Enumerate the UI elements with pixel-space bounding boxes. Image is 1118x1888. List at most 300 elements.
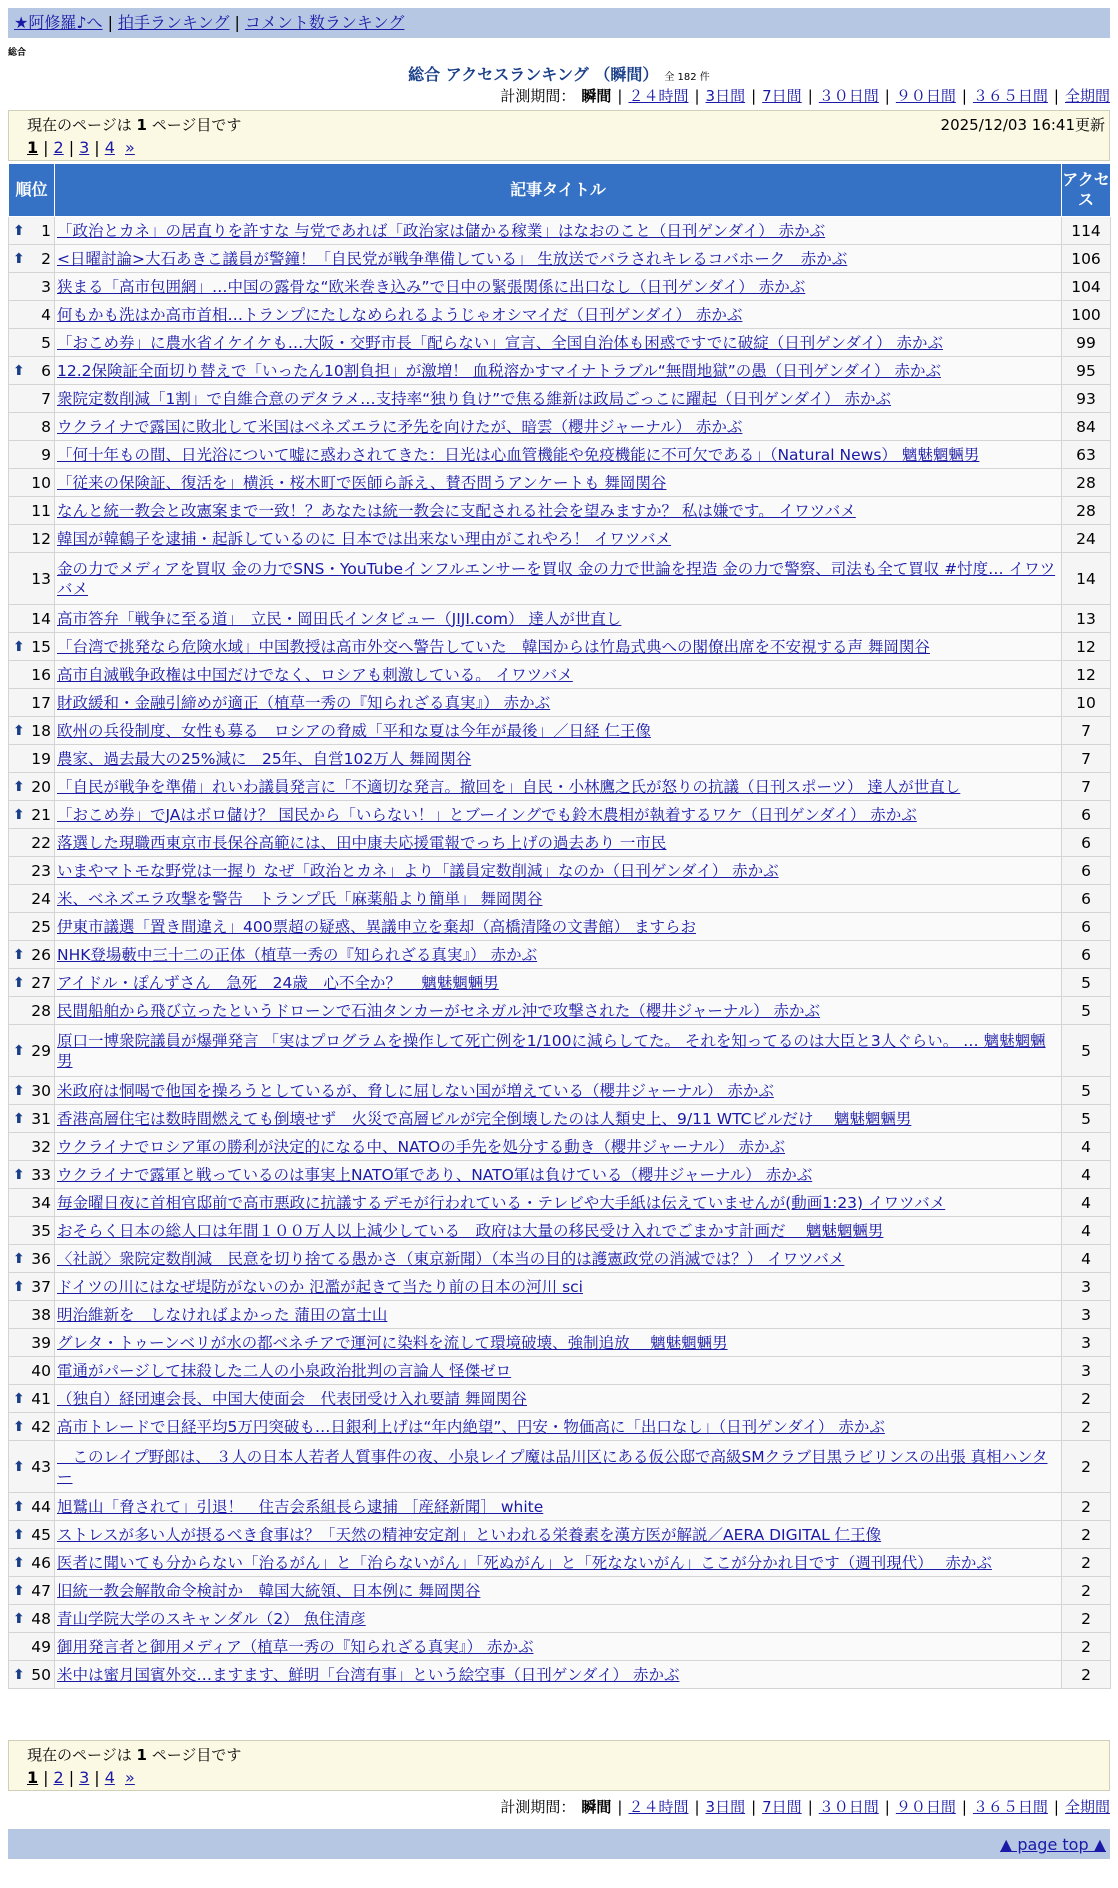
table-row (9, 1413, 1111, 1441)
access-count: 7 (1062, 773, 1111, 801)
article-link[interactable]: 米中は蜜月国賓外交…ますます、鮮明「台湾有事」という絵空事（日刊ゲンダイ） 赤かぶ (57, 1665, 680, 1684)
rank-cell (9, 1133, 55, 1161)
access-count: 6 (1062, 885, 1111, 913)
top-nav (8, 8, 1110, 38)
period-sep: | (1053, 1798, 1059, 1816)
article-link[interactable]: 米、ベネズエラ攻撃を警告 トランプ氏「麻薬船より簡単」 舞岡関谷 (57, 889, 543, 908)
pagination-current[interactable]: 1 (27, 1768, 39, 1787)
rank-number: 37 (31, 1277, 51, 1296)
access-count: 24 (1062, 525, 1111, 553)
access-count: 2 (1062, 1493, 1111, 1521)
access-count: 2 (1062, 1661, 1111, 1689)
table-row (9, 1521, 1111, 1549)
access-count: 6 (1062, 829, 1111, 857)
title-cell (55, 301, 1062, 329)
article-link[interactable]: 医者に聞いても分からない「治るがん」と「治らないがん」「死ぬがん」と「死なないがん」ここが分かれ目です（週刊現代） 赤かぶ (57, 1553, 992, 1572)
pagination-page[interactable]: 3 (79, 138, 90, 157)
up-arrow-icon: ⬆ (13, 638, 25, 655)
article-link[interactable]: 旭鷲山「脅されて」引退！ 住吉会系組長ら逮捕 ［産経新聞］ white (57, 1497, 544, 1516)
access-count: 114 (1062, 217, 1111, 245)
period-sep: | (807, 87, 813, 105)
period-link[interactable]: ３６５日間 (972, 1798, 1048, 1816)
access-count: 5 (1062, 1025, 1111, 1077)
table-row (9, 525, 1111, 553)
title-cell (55, 497, 1062, 525)
access-count: 3 (1062, 1357, 1111, 1385)
current-page-number: 1 (136, 116, 147, 134)
rank-cell (9, 605, 55, 633)
rank-cell (9, 1661, 55, 1689)
rank-number: 50 (31, 1665, 51, 1684)
title-cell (55, 633, 1062, 661)
title-cell (55, 829, 1062, 857)
clap-ranking-link[interactable]: 拍手ランキング (117, 13, 230, 32)
article-link[interactable]: 衆院定数削減「1割」で自維合意のデタラメ…支持率“独り負け”で焦る維新は政局ごっこに躍起（日刊ゲンダイ） 赤かぶ (57, 389, 892, 408)
article-link[interactable]: 米政府は恫喝で他国を操ろうとしているが、脅しに屈しない国が増えている（櫻井ジャーナル） 赤かぶ (57, 1081, 774, 1100)
title-cell (55, 1493, 1062, 1521)
access-count: 2 (1062, 1413, 1111, 1441)
period-link[interactable]: 7日間 (762, 1798, 802, 1816)
rank-number: 16 (31, 665, 51, 684)
up-arrow-icon: ⬆ (13, 222, 25, 239)
article-link[interactable]: 明治維新を しなければよかった 蒲田の富士山 (57, 1305, 388, 1324)
title-cell (55, 913, 1062, 941)
rank-cell (9, 913, 55, 941)
article-link[interactable]: ウクライナで露国に敗北して米国はベネズエラに矛先を向けたが、暗雲（櫻井ジャーナル） 赤かぶ (57, 417, 743, 436)
title-text: 総合 アクセスランキング （瞬間） (408, 65, 659, 84)
table-row (9, 385, 1111, 413)
ranking-body (9, 217, 1111, 1689)
rank-cell (9, 1413, 55, 1441)
table-row (9, 633, 1111, 661)
access-count: 6 (1062, 941, 1111, 969)
up-arrow-icon: ⬆ (13, 1418, 25, 1435)
title-cell (55, 553, 1062, 605)
up-arrow-icon: ⬆ (13, 250, 25, 267)
article-link[interactable]: 「おこめ券」に農水省イケイケも…大阪・交野市長「配らない」宣言、全国自治体も困惑ですでに破綻（日刊ゲンダイ） 赤かぶ (57, 333, 943, 352)
page-info-bottom (8, 1740, 1110, 1791)
pagination-sep: | (43, 138, 49, 157)
article-link[interactable]: 「従来の保険証、復活を」横浜・桜木町で医師ら訴え、賛否問うアンケートも 舞岡関谷 (57, 473, 667, 492)
rank-number: 13 (31, 569, 51, 588)
table-row (9, 1245, 1111, 1273)
access-count: 5 (1062, 969, 1111, 997)
period-link[interactable]: 3日間 (705, 1798, 746, 1816)
title-cell (55, 217, 1062, 245)
title-cell (55, 997, 1062, 1025)
rank-number: 33 (31, 1165, 51, 1184)
article-link[interactable]: 金の力でメディアを買収 金の力でSNS・YouTubeインフルエンサーを買収 金の力で世論を捏造 金の力で警察、司法も全て買収 #忖度… イワツバメ (57, 559, 1056, 598)
period-label: 計測期間： (500, 87, 576, 105)
title-cell (55, 717, 1062, 745)
title-cell (55, 605, 1062, 633)
table-row (9, 1385, 1111, 1413)
rank-cell (9, 1189, 55, 1217)
access-count: 3 (1062, 1301, 1111, 1329)
table-row (9, 357, 1111, 385)
article-link[interactable]: 狭まる「高市包囲網」…中国の露骨な“欧米巻き込み”で日中の緊張関係に出口なし（日刊ゲンダイ） 赤かぶ (57, 277, 806, 296)
article-link[interactable]: 「何十年もの間、日光浴について嘘に惑わされてきた：日光は心血管機能や免疫機能に不可欠である」（Natural News） 魑魅魍魎男 (57, 445, 980, 464)
table-row (9, 441, 1111, 469)
title-cell (55, 1133, 1062, 1161)
rank-cell (9, 301, 55, 329)
rank-cell (9, 469, 55, 497)
period-link[interactable]: 全期間 (1064, 1798, 1110, 1816)
rank-cell (9, 885, 55, 913)
rank-number: 42 (31, 1417, 51, 1436)
rank-cell (9, 1577, 55, 1605)
access-count: 95 (1062, 357, 1111, 385)
rank-number: 11 (31, 501, 51, 520)
rank-cell (9, 413, 55, 441)
rank-number: 47 (31, 1581, 51, 1600)
rank-cell (9, 1633, 55, 1661)
rank-cell (9, 633, 55, 661)
rank-cell (9, 1301, 55, 1329)
table-row (9, 1077, 1111, 1105)
access-count: 100 (1062, 301, 1111, 329)
article-link[interactable]: アイドル・ぽんずさん 急死 24歳 心不全か？ 魑魅魍魎男 (57, 973, 499, 992)
article-link[interactable]: グレタ・トゥーンベリが水の都ベネチアで運河に染料を流して環境破壊、強制追放 魑魅魍魎男 (57, 1333, 728, 1352)
table-row (9, 301, 1111, 329)
pagination-sep: | (94, 1768, 100, 1787)
rank-number: 49 (31, 1637, 51, 1656)
rank-cell (9, 1105, 55, 1133)
rank-number: 2 (41, 249, 51, 268)
access-count: 4 (1062, 1217, 1111, 1245)
title-cell (55, 1329, 1062, 1357)
pagination-page[interactable]: 2 (53, 1768, 64, 1787)
article-link[interactable]: 財政緩和・金融引締めが適正（植草一秀の『知られざる真実』） 赤かぶ (57, 693, 551, 712)
table-row (9, 1217, 1111, 1245)
article-link[interactable]: 毎金曜日夜に首相官邸前で高市悪政に抗議するデモが行われている・テレビや大手紙は伝えていませんが(動画1:23) イワツバメ (57, 1193, 946, 1212)
rank-number: 32 (31, 1137, 51, 1156)
up-arrow-icon: ⬆ (13, 362, 25, 379)
rank-number: 28 (31, 1001, 51, 1020)
access-count: 5 (1062, 1077, 1111, 1105)
access-count: 6 (1062, 913, 1111, 941)
article-link[interactable]: おそらく日本の総人口は年間１００万人以上減少している 政府は大量の移民受け入れでごまかす計画だ 魑魅魍魎男 (57, 1221, 884, 1240)
rank-cell (9, 745, 55, 773)
up-arrow-icon: ⬆ (13, 722, 25, 739)
period-link[interactable]: ２４時間 (628, 87, 689, 105)
up-arrow-icon: ⬆ (13, 1110, 25, 1127)
table-row (9, 885, 1111, 913)
rank-number: 15 (31, 637, 51, 656)
period-link[interactable]: 7日間 (762, 87, 802, 105)
article-link[interactable]: 「政治とカネ」の居直りを許すな 与党であれば「政治家は儲かる稼業」はなおのこと（日刊ゲンダイ） 赤かぶ (57, 221, 826, 240)
article-link[interactable]: 香港高層住宅は数時間燃えても倒壊せず 火災で高層ビルが完全倒壊したのは人類史上、9/11 WTCビルだけ 魑魅魍魎男 (57, 1109, 912, 1128)
article-link[interactable]: 農家、過去最大の25%減に 25年、自営102万人 舞岡関谷 (57, 749, 472, 768)
pagination-sep: | (43, 1768, 49, 1787)
table-row (9, 1441, 1111, 1493)
rank-number: 43 (31, 1457, 51, 1476)
rank-cell (9, 773, 55, 801)
article-link[interactable]: このレイプ野郎は、 ３人の日本人若者人質事件の夜、小泉レイプ魔は品川区にある仮公邸で高級SMクラブ目黒ラビリンスの出張 真相ハンター (57, 1447, 1048, 1486)
access-count: 5 (1062, 997, 1111, 1025)
article-link[interactable]: NHK登場藪中三十二の正体（植草一秀の『知られざる真実』） 赤かぶ (57, 945, 538, 964)
rank-cell (9, 1245, 55, 1273)
article-link[interactable]: 伊東市議選「置き間違え」400票超の疑惑、異議申立を棄却（高橋清隆の文書館） ますらお (57, 917, 697, 936)
article-link[interactable]: 高市答弁「戦争に至る道」 立民・岡田氏インタビュー（JIJI.com） 達人が世直し (57, 609, 622, 628)
access-count: 106 (1062, 245, 1111, 273)
pagination-page[interactable]: 4 (104, 138, 115, 157)
rank-number: 23 (31, 861, 51, 880)
up-arrow-icon: ⬆ (13, 1666, 25, 1683)
title-cell (55, 1549, 1062, 1577)
article-link[interactable]: 12.2保険証全面切り替えで「いったん10割負担」が激増！ 血税溶かすマイナトラブル“無間地獄”の愚（日刊ゲンダイ） 赤かぶ (57, 361, 941, 380)
title-cell (55, 413, 1062, 441)
article-link[interactable]: 韓国が韓鶴子を逮捕・起訴しているのに 日本では出来ない理由がこれやろ！ イワツバメ (57, 529, 672, 548)
rank-number: 38 (31, 1305, 51, 1324)
table-row (9, 1301, 1111, 1329)
table-row (9, 1329, 1111, 1357)
article-link[interactable]: 落選した現職西東京市長保谷高範には、田中康夫応援電報でっち上げの過去あり 一市民 (57, 833, 667, 852)
title-cell (55, 469, 1062, 497)
period-sep: | (961, 1798, 967, 1816)
pagination-next[interactable]: » (125, 138, 135, 157)
table-row (9, 997, 1111, 1025)
rank-number: 6 (41, 361, 51, 380)
table-row (9, 273, 1111, 301)
article-link[interactable]: ドイツの川にはなぜ堤防がないのか 氾濫が起きて当たり前の日本の河川 sci (57, 1277, 583, 1296)
period-link[interactable]: 全期間 (1064, 87, 1110, 105)
rank-number: 40 (31, 1361, 51, 1380)
article-link[interactable]: 民間船舶から飛び立ったというドローンで石油タンカーがセネガル沖で攻撃された（櫻井ジャーナル） 赤かぶ (57, 1001, 821, 1020)
period-link[interactable]: 3日間 (705, 87, 746, 105)
table-row (9, 1357, 1111, 1385)
pagination-page[interactable]: 3 (79, 1768, 90, 1787)
title-cell (55, 1217, 1062, 1245)
rank-cell (9, 1385, 55, 1413)
up-arrow-icon: ⬆ (13, 1526, 25, 1543)
pagination-sep: | (68, 138, 75, 157)
current-page-text (27, 1744, 241, 1765)
rank-cell (9, 717, 55, 745)
rank-number: 17 (31, 693, 51, 712)
up-arrow-icon: ⬆ (13, 778, 25, 795)
pagination-current[interactable]: 1 (27, 138, 39, 157)
title-cell (55, 941, 1062, 969)
period-sep: | (1053, 87, 1059, 105)
nav-sep: | (107, 13, 113, 32)
up-arrow-icon: ⬆ (13, 1250, 25, 1267)
title-cell (55, 1161, 1062, 1189)
up-arrow-icon: ⬆ (13, 974, 25, 991)
article-link[interactable]: ウクライナで露軍と戦っているのは事実上NATO軍であり、NATO軍は負けている（櫻井ジャーナル） 赤かぶ (57, 1165, 813, 1184)
article-link[interactable]: 〈社説〉衆院定数削減 民意を切り捨てる愚かさ（東京新聞）（本当の目的は護憲政党の消滅では？） イワツバメ (57, 1249, 845, 1268)
period-sep: | (694, 1798, 700, 1816)
up-arrow-icon: ⬆ (13, 1390, 25, 1407)
rank-cell (9, 1549, 55, 1577)
title-cell (55, 525, 1062, 553)
rank-cell (9, 245, 55, 273)
title-cell (55, 1357, 1062, 1385)
article-link[interactable]: 「自民が戦争を準備」れいわ議員発言に「不適切な発言。撤回を」自民・小林鷹之氏が怒りの抗議（日刊スポーツ） 達人が世直し (57, 777, 961, 796)
article-link[interactable]: 電通がパージして抹殺した二人の小泉政治批判の言論人 怪傑ゼロ (57, 1361, 512, 1380)
table-row (9, 469, 1111, 497)
rank-cell (9, 1273, 55, 1301)
rank-cell (9, 329, 55, 357)
access-count: 93 (1062, 385, 1111, 413)
period-sep: | (961, 87, 967, 105)
title-cell (55, 273, 1062, 301)
title-cell (55, 885, 1062, 913)
title-cell (55, 1105, 1062, 1133)
rank-cell (9, 1217, 55, 1245)
title-cell (55, 1577, 1062, 1605)
page-top-link[interactable]: ▲ page top ▲ (999, 1835, 1106, 1854)
table-row (9, 553, 1111, 605)
updated-time: 2025/12/03 16:41更新 (940, 116, 1105, 134)
table-row (9, 829, 1111, 857)
rank-number: 25 (31, 917, 51, 936)
rank-number: 48 (31, 1609, 51, 1628)
rank-number: 24 (31, 889, 51, 908)
period-sep: | (617, 87, 623, 105)
footer-bar (8, 1829, 1110, 1859)
rank-cell (9, 661, 55, 689)
rank-cell (9, 689, 55, 717)
article-link[interactable]: 御用発言者と御用メディア（植草一秀の『知られざる真実』） 赤かぶ (57, 1637, 534, 1656)
rank-number: 1 (41, 221, 51, 240)
period-link[interactable]: ３０日間 (818, 1798, 879, 1816)
table-row (9, 605, 1111, 633)
title-cell (55, 689, 1062, 717)
table-row (9, 1549, 1111, 1577)
article-link[interactable]: 欧州の兵役制度、女性も募る ロシアの脅威「平和な夏は今年が最後」／日経 仁王像 (57, 721, 651, 740)
article-link[interactable]: なんと統一教会と改憲案まで一致！？あなたは統一教会に支配される社会を望みますか？ 私は嫌です。 イワツバメ (57, 501, 856, 520)
header-access: アクセス (1062, 164, 1111, 217)
current-page-number: 1 (136, 1746, 147, 1764)
table-row (9, 1133, 1111, 1161)
article-link[interactable]: 青山学院大学のスキャンダル（2） 魚住清彦 (57, 1609, 366, 1628)
access-count: 2 (1062, 1577, 1111, 1605)
title-cell (55, 1633, 1062, 1661)
up-arrow-icon: ⬆ (13, 1042, 25, 1059)
current-page-prefix: 現在のページは (27, 116, 132, 134)
article-link[interactable]: 原口一博衆院議員が爆弾発言 「実はプログラムを操作して死亡例を1/100に減らしてた。 それを知ってるのは大臣と3人ぐらい。 … 魑魅魍魎男 (57, 1031, 1046, 1070)
article-link[interactable]: 「台湾で挑発なら危険水域」中国教授は高市外交へ警告していた 韓国からは竹島式典への閣僚出席を不安視する声 舞岡関谷 (57, 637, 930, 656)
period-sep: | (617, 1798, 623, 1816)
period-sep: | (884, 87, 890, 105)
access-count: 7 (1062, 745, 1111, 773)
up-arrow-icon: ⬆ (13, 946, 25, 963)
article-link[interactable]: 高市トレードで日経平均5万円突破も…日銀利上げは“年内絶望”、円安・物価高に「出口なし」（日刊ゲンダイ） 赤かぶ (57, 1417, 885, 1436)
access-count: 5 (1062, 1105, 1111, 1133)
access-count: 28 (1062, 497, 1111, 525)
up-arrow-icon: ⬆ (13, 1498, 25, 1515)
period-current: 瞬間 (581, 87, 612, 105)
rank-number: 29 (31, 1041, 51, 1060)
rank-cell (9, 497, 55, 525)
title-cell (55, 1077, 1062, 1105)
access-count: 7 (1062, 717, 1111, 745)
up-arrow-icon: ⬆ (13, 1166, 25, 1183)
pagination-page[interactable]: 2 (53, 138, 64, 157)
table-row (9, 1633, 1111, 1661)
period-label: 計測期間： (500, 1798, 576, 1816)
article-link[interactable]: <日曜討論>大石あきこ議員が警鐘！「自民党が戦争準備している」 生放送でバラされキレるコバホーク 赤かぶ (57, 249, 848, 268)
rank-number: 22 (31, 833, 51, 852)
access-count: 14 (1062, 553, 1111, 605)
table-row (9, 689, 1111, 717)
title-cell (55, 357, 1062, 385)
table-row (9, 1161, 1111, 1189)
rank-number: 19 (31, 749, 51, 768)
rank-cell (9, 1521, 55, 1549)
rank-number: 20 (31, 777, 51, 796)
title-cell (55, 245, 1062, 273)
comment-ranking-link[interactable]: コメント数ランキング (244, 13, 405, 32)
period-current: 瞬間 (581, 1798, 612, 1816)
article-link[interactable]: いまやマトモな野党は一握り なぜ「政治とカネ」より「議員定数削減」なのか（日刊ゲンダイ） 赤かぶ (57, 861, 779, 880)
period-link[interactable]: ３６５日間 (972, 87, 1048, 105)
rank-cell (9, 1077, 55, 1105)
rank-number: 8 (41, 417, 51, 436)
access-count: 12 (1062, 633, 1111, 661)
period-sep: | (807, 1798, 813, 1816)
article-link[interactable]: 何もかも洗はか高市首相…トランプにたしなめられるようじゃオシマイだ（日刊ゲンダイ） 赤かぶ (57, 305, 743, 324)
rank-cell (9, 553, 55, 605)
up-arrow-icon: ⬆ (13, 1278, 25, 1295)
rank-cell (9, 969, 55, 997)
rank-number: 10 (31, 473, 51, 492)
access-count: 2 (1062, 1521, 1111, 1549)
period-link[interactable]: ９０日間 (895, 87, 956, 105)
title-cell (55, 1413, 1062, 1441)
article-link[interactable]: ウクライナでロシア軍の勝利が決定的になる中、NATOの手先を処分する動き（櫻井ジャーナル） 赤かぶ (57, 1137, 786, 1156)
access-count: 4 (1062, 1161, 1111, 1189)
up-arrow-icon: ⬆ (13, 1082, 25, 1099)
rank-cell (9, 1605, 55, 1633)
home-link[interactable]: ★阿修羅♪へ (14, 13, 103, 32)
rank-cell (9, 273, 55, 301)
pagination-page[interactable]: 4 (104, 1768, 115, 1787)
rank-number: 45 (31, 1525, 51, 1544)
rank-cell (9, 357, 55, 385)
period-link[interactable]: ９０日間 (895, 1798, 956, 1816)
rank-number: 7 (41, 389, 51, 408)
total-count: 全 182 件 (664, 72, 710, 83)
access-count: 6 (1062, 801, 1111, 829)
period-link[interactable]: ２４時間 (628, 1798, 689, 1816)
access-count: 2 (1062, 1633, 1111, 1661)
access-count: 2 (1062, 1441, 1111, 1493)
table-row (9, 497, 1111, 525)
article-link[interactable]: 旧統一教会解散命令検討か 韓国大統領、日本例に 舞岡関谷 (57, 1581, 481, 1600)
up-arrow-icon: ⬆ (13, 1554, 25, 1571)
rank-number: 36 (31, 1249, 51, 1268)
article-link[interactable]: 高市自滅戦争政権は中国だけでなく、ロシアも刺激している。 イワツバメ (57, 665, 573, 684)
article-link[interactable]: ストレスが多い人が摂るべき食事は？「天然の精神安定剤」といわれる栄養素を漢方医が解説／AERA DIGITAL 仁王像 (57, 1525, 882, 1544)
rank-cell (9, 1025, 55, 1077)
table-row (9, 413, 1111, 441)
current-page-text (27, 114, 241, 135)
access-count: 99 (1062, 329, 1111, 357)
pagination-next[interactable]: » (125, 1768, 135, 1787)
header-title: 記事タイトル (55, 164, 1062, 217)
period-link[interactable]: ３０日間 (818, 87, 879, 105)
article-link[interactable]: 「おこめ券」でJAはボロ儲け？ 国民から「いらない！」とブーイングでも鈴木農相が執着するワケ（日刊ゲンダイ） 赤かぶ (57, 805, 917, 824)
article-link[interactable]: （独自）経団連会長、中国大使面会 代表団受け入れ要請 舞岡関谷 (57, 1389, 527, 1408)
rank-cell (9, 385, 55, 413)
title-cell (55, 773, 1062, 801)
title-cell (55, 969, 1062, 997)
rank-cell (9, 1329, 55, 1357)
rank-number: 18 (31, 721, 51, 740)
rank-number: 12 (31, 529, 51, 548)
